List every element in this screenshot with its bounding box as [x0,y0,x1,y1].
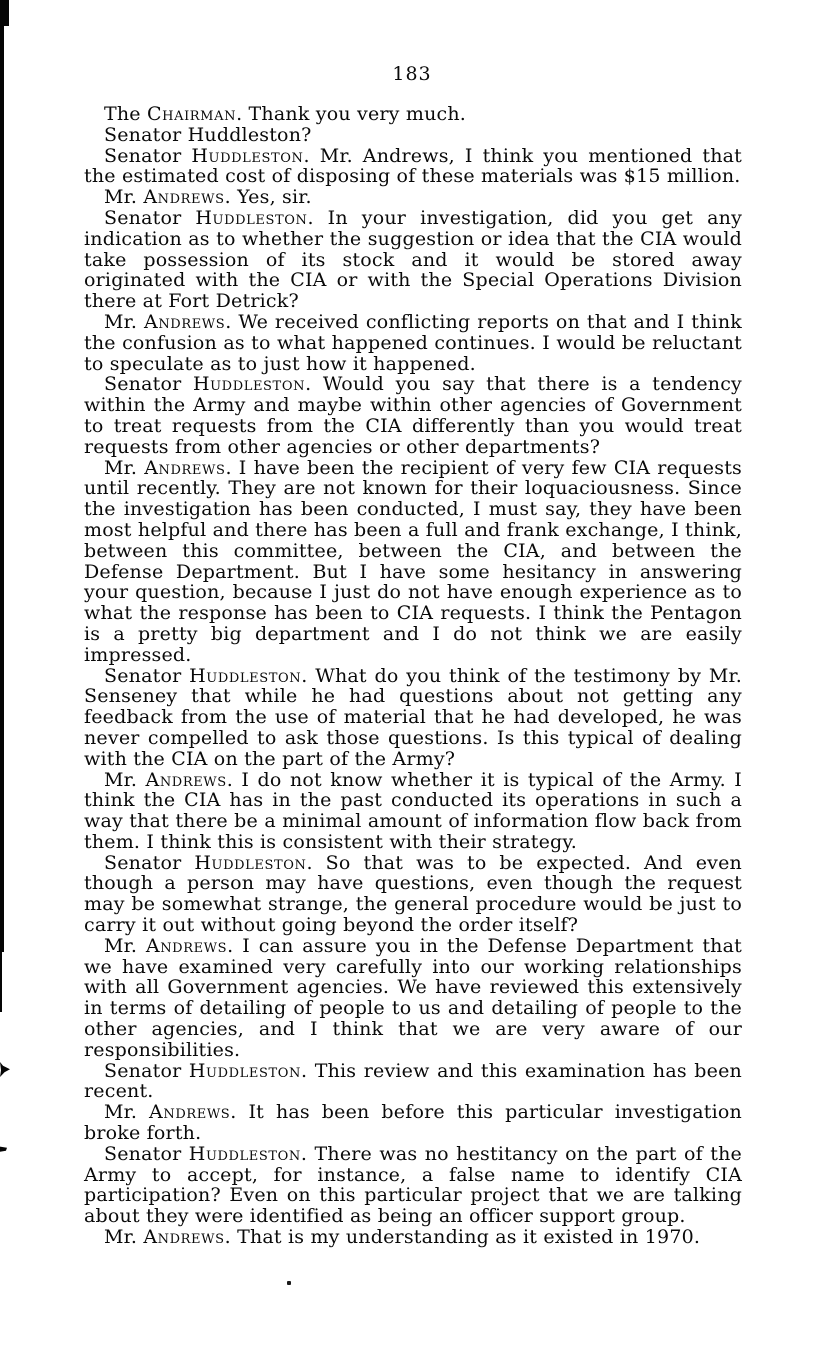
paragraph-text: . Would you say that there is a tendency within the Army and maybe within other agencies of Government to treat requests from the CIA differently than you would treat requests from other agencies or other departments? [84,373,742,458]
paragraph [84,458,742,666]
paragraph [84,208,742,312]
paragraph [84,1102,742,1144]
paragraph-text: . Thank you very much. [236,103,467,125]
paragraph-text: . So that was to be expected. And even though a person may have questions, even though the request may be somewhat strange, the general procedure would be just to carry it out without going beyond the order itself? [84,851,742,937]
speaker-name: Andrews [145,934,228,957]
paragraph [84,1144,742,1227]
paragraph-text: . It has been before this particular investigation broke forth. [84,1101,742,1145]
speaker-prefix: Senator [104,851,195,874]
speaker-prefix: Mr. [104,310,144,333]
speaker-name: Andrews [145,768,227,791]
scan-artifact-left-bar [0,0,4,952]
speaker-name: Huddleston [191,144,304,167]
paragraph-text: . There was no hestitancy on the part of the Army to accept, for instance, a false name to identify CIA participation? Even on this particular project that we are talking about they were identified as being an officer support group. [84,1142,742,1228]
paragraph-text: . I have been the recipient of very few CIA requests until recently. They are not known for their loquaciousness. Since the investigation has been conducted, I must say, they have been most helpful and there has been a full and frank exchange, I think, between this committee, between the CIA, and between the Defense Department. But I have some hesitancy in answering your question, because I just do not have enough experience as to what the response has been to CIA requests. I think the Pentagon is a pretty big department and I do not think we are easily impressed. [84,456,742,666]
speaker-name: Huddleston [194,851,307,874]
speaker-name: Huddleston [188,1142,301,1165]
speaker-prefix: Mr. [104,1101,150,1124]
speaker-prefix: Senator [104,144,192,167]
speaker-prefix: Mr. [104,186,144,209]
speaker-name: Andrews [143,1226,225,1249]
scan-artifact-arrow-mark [0,1062,10,1077]
speaker-prefix: Senator [104,373,193,396]
speaker-prefix: Senator [104,1059,189,1082]
speaker-prefix: Senator Huddleston? [104,123,312,146]
paragraph [84,1061,742,1103]
speaker-prefix: Senator [104,664,190,687]
speaker-prefix: Mr. [104,456,145,479]
page-number: 183 [392,63,432,85]
speaker-name: Huddleston [189,664,302,687]
paragraph [84,374,742,457]
paragraph [84,312,742,374]
paragraph-text: . I can assure you in the Defense Department that we have examined very carefully into our working relationships with all Government agencies. We have reviewed this extensively in terms of detailing of people to us and detailing of people to the other agencies, and I think that we are very aware of our responsibilities. [84,934,742,1061]
paragraph [84,187,742,208]
paragraph-text: . I do not know whether it is typical of the Army. I think the CIA has in the past conducted its operations in such a way that there be a minimal amount of information flow back from them. I think this is consistent with their strategy. [84,768,742,853]
speaker-prefix: Mr. [104,1226,144,1249]
speaker-name: Huddleston [192,373,306,396]
paragraph-text: . Mr. Andrews, I think you mentioned that the estimated cost of disposing of these materials was $15 million. [84,144,742,188]
paragraph [84,936,742,1061]
speaker-prefix: Senator [104,206,196,229]
paragraph-text: . Yes, sir. [224,186,312,209]
speaker-name: Andrews [144,456,226,479]
speaker-name: Huddleston [188,1059,301,1082]
speaker-prefix: Mr. [104,934,146,957]
speaker-prefix: Mr. [104,768,146,791]
paragraph [84,666,742,770]
paragraph [84,1227,742,1248]
paragraph-text: . We received conflicting reports on that and I think the confusion as to what happened continues. I would be reluctant to speculate as to just how it happened. [84,310,742,375]
speaker-name: Chairman [147,103,237,125]
scan-artifact-left-bar-tail [0,950,2,1012]
speaker-name: Andrews [149,1101,231,1124]
speaker-prefix: The [104,103,147,125]
paragraph-text: . This review and this examination has been recent. [84,1059,742,1103]
scan-artifact-speck [287,1281,291,1285]
paragraph-text: . In your investigation, did you get any indication as to whether the suggestion or idea that the CIA would take possession of its stock and it would be stored away originated with the CIA or with the Special Operations Division there at Fort Detrick? [84,206,742,313]
speaker-name: Huddleston [195,206,308,229]
paragraph [84,104,742,125]
testimony-text [84,104,742,1248]
speaker-name: Andrews [144,310,226,333]
paragraph [84,125,742,146]
paragraph [84,853,742,936]
paragraph [84,770,742,853]
speaker-name: Andrews [143,186,225,209]
paragraph-text: . That is my understanding as it existed in 1970. [224,1226,701,1249]
scan-artifact-dash-mark [0,1146,7,1152]
paragraph [84,146,742,188]
speaker-prefix: Senator [104,1142,189,1165]
paragraph-text: . What do you think of the testimony by Mr. Senseney that while he had questions about not getting any feedback from the use of material that he had developed, he was never compelled to ask those questions. Is this typical of dealing with the CIA on the part of the Army? [84,664,742,770]
